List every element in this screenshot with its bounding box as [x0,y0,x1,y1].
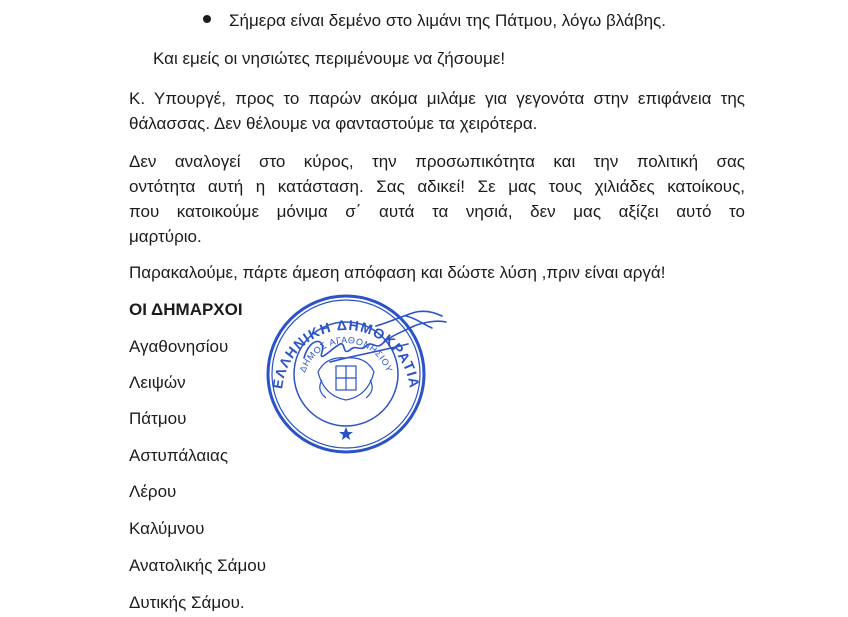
signatories-heading: ΟΙ ΔΗΜΑΡΧΟΙ [129,300,243,319]
list-item: Αστυπάλαιας [129,446,229,465]
paragraph-situation [129,149,745,249]
paragraph-line: που κατοικούμε μόνιμα σ΄ αυτά τα νησιά, δεν μας αξίζει αυτό το [129,202,745,221]
bullet-dot-icon [203,15,211,23]
stamp-inner-text: ΔΗΜΟΣ ΑΓΑΘΟΝΗΣΙΟΥ [297,334,395,374]
coat-of-arms-icon [318,358,374,400]
list-item: Αγαθονησίου [129,337,229,356]
list-item: Ανατολικής Σάμου [129,556,266,575]
paragraph-line: οντότητα αυτή η κατάσταση. Σας αδικεί! Σε μας τους χιλιάδες κατοίκους, [129,177,745,196]
list-item: Λέρου [129,482,177,501]
bullet-text: Σήμερα είναι δεμένο στο λιμάνι της Πάτμου, λόγω βλάβης. [229,11,666,30]
paragraph-request: Παρακαλούμε, πάρτε άμεση απόφαση και δώστε λύση ,πριν είναι αργά! [129,263,666,282]
paragraph-line: Κ. Υπουργέ, προς το παρών ακόμα μιλάμε για γεγονότα στην επιφάνεια της [129,89,745,108]
stamp-outer-text: ΕΛΛΗΝΙΚΗ ΔΗΜΟΚΡΑΤΙΑ [269,316,423,390]
official-stamp [256,286,452,456]
paragraph-hope: Και εμείς οι νησιώτες περιμένουμε να ζήσουμε! [153,49,506,68]
list-item: Λειψών [129,373,186,392]
paragraph-line: μαρτύριο. [129,227,202,246]
list-item: Καλύμνου [129,519,205,538]
paragraph-line: θάλασσας. Δεν θέλουμε να φανταστούμε τα χειρότερα. [129,114,538,133]
list-item: Πάτμου [129,409,187,428]
paragraph-line: Δεν αναλογεί στο κύρος, την προσωπικότητα και την πολιτική σας [129,152,745,171]
list-item: Δυτικής Σάμου. [129,593,245,612]
star-icon [339,427,353,440]
paragraph-minister [129,86,745,136]
